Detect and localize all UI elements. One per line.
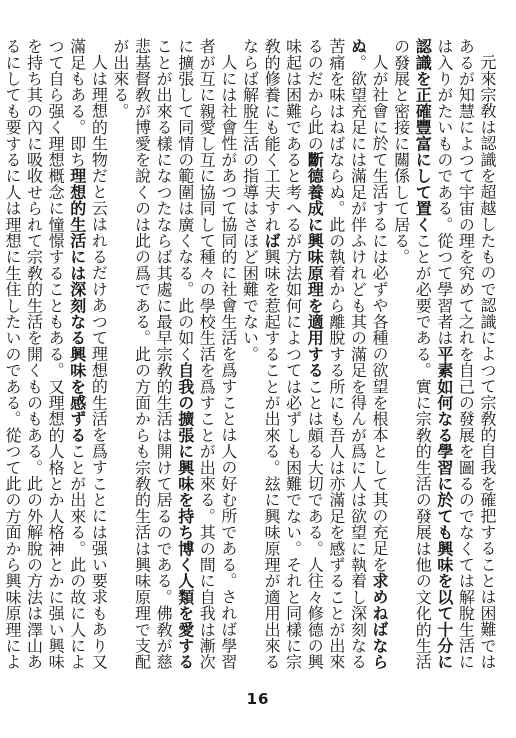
- body-text-run: 興味を惹起することが出來る。玆に興味原理が適用出來るならば解脫生活の指導はさほど困難でない。: [240, 38, 282, 670]
- emphasis-text: ば: [262, 232, 282, 249]
- body-text-run: ことが出來る。此の故に人によつて自ら强く理想概念に憧憬することもある。又理想的人格とか人格神とかに强い興味を持ち其の內に吸收せられて宗敎的生活を開くものもある。此の外解脫の方法は澤山あるにしても要するに人は理想に生住したいのである。從つて此の方面から興味原理によ: [2, 38, 87, 670]
- body-text: [2, 38, 498, 680]
- paragraph-1: [390, 38, 498, 680]
- body-text-run: 人には社會性があつて協同的に社會生活を爲すことは人の好む所である。されば學習者が互に親愛し互に協同して種々の學校生活を爲すことが出來る。其の間に自我は漸次に擴張して同情の範圍は廣くなる。此の如く: [175, 38, 238, 670]
- page-number: 16: [246, 690, 270, 708]
- body-text-run: 。欲望充足には滿足が伴ふけれども其の滿足を得んが爲に人は欲望に執着し深刻なる苦痛を味はねばならぬ。此の執着から離脫する所にも吾人は亦滿足を感ずることが出來るのだから此の: [305, 38, 368, 670]
- emphasis-text: 求めねばならぬ: [348, 38, 390, 670]
- paragraph-3: [109, 38, 239, 680]
- body-text-run: 人が社會に於て生活するには必ずや各種の欲望を根本として其の充足を: [370, 54, 390, 573]
- body-text-run: 元來宗敎は認識を超越したもので認識によつて宗敎的自我を確把することは困難ではあるが知慧によつて宇宙の理を究めて之れを自己の發展を圖るのでなくては解脫生活には入りがたいものである。從つて學習者は: [434, 38, 497, 670]
- emphasis-text: 自我の擴張に興味を持ち博く人類を愛する: [175, 362, 195, 670]
- paragraph-4: [0, 38, 109, 680]
- emphasis-text: 平素如何なる學習に於ても興味を以て十分に認識を正確豐富にして置く: [413, 38, 454, 670]
- paragraph-2: [239, 38, 390, 680]
- body-text-run: 人は理想的生物だと云はれるだけあつて理想的生活を爲すことには强い要求もあり又滿足もある。即ち: [67, 38, 109, 670]
- body-text-run: ことは頗る大切である。人往々修德の興味起は困難であると考へるが方法如何によつては必ずしも困難でない。それと同樣に宗敎的修養にも能く工夫すれ: [262, 38, 325, 670]
- emphasis-text: 理想的生活には深刻なる興味を感ずる: [67, 167, 87, 444]
- body-text-run: ことが必要である。實に宗敎的生活の發展は他の文化的生活の發展と密接に關係して居る。: [391, 38, 433, 670]
- body-text-run: ことが出來る樣になつたならば其處に最早宗敎的生活は開けて居るのである。佛敎が慈悲基督敎が博愛を說くのは此の爲である。此の方面からも宗敎的生活は興味原理で支配が出來る。: [110, 38, 174, 670]
- emphasis-text: 斷德養成に興味原理を適用する: [305, 151, 325, 379]
